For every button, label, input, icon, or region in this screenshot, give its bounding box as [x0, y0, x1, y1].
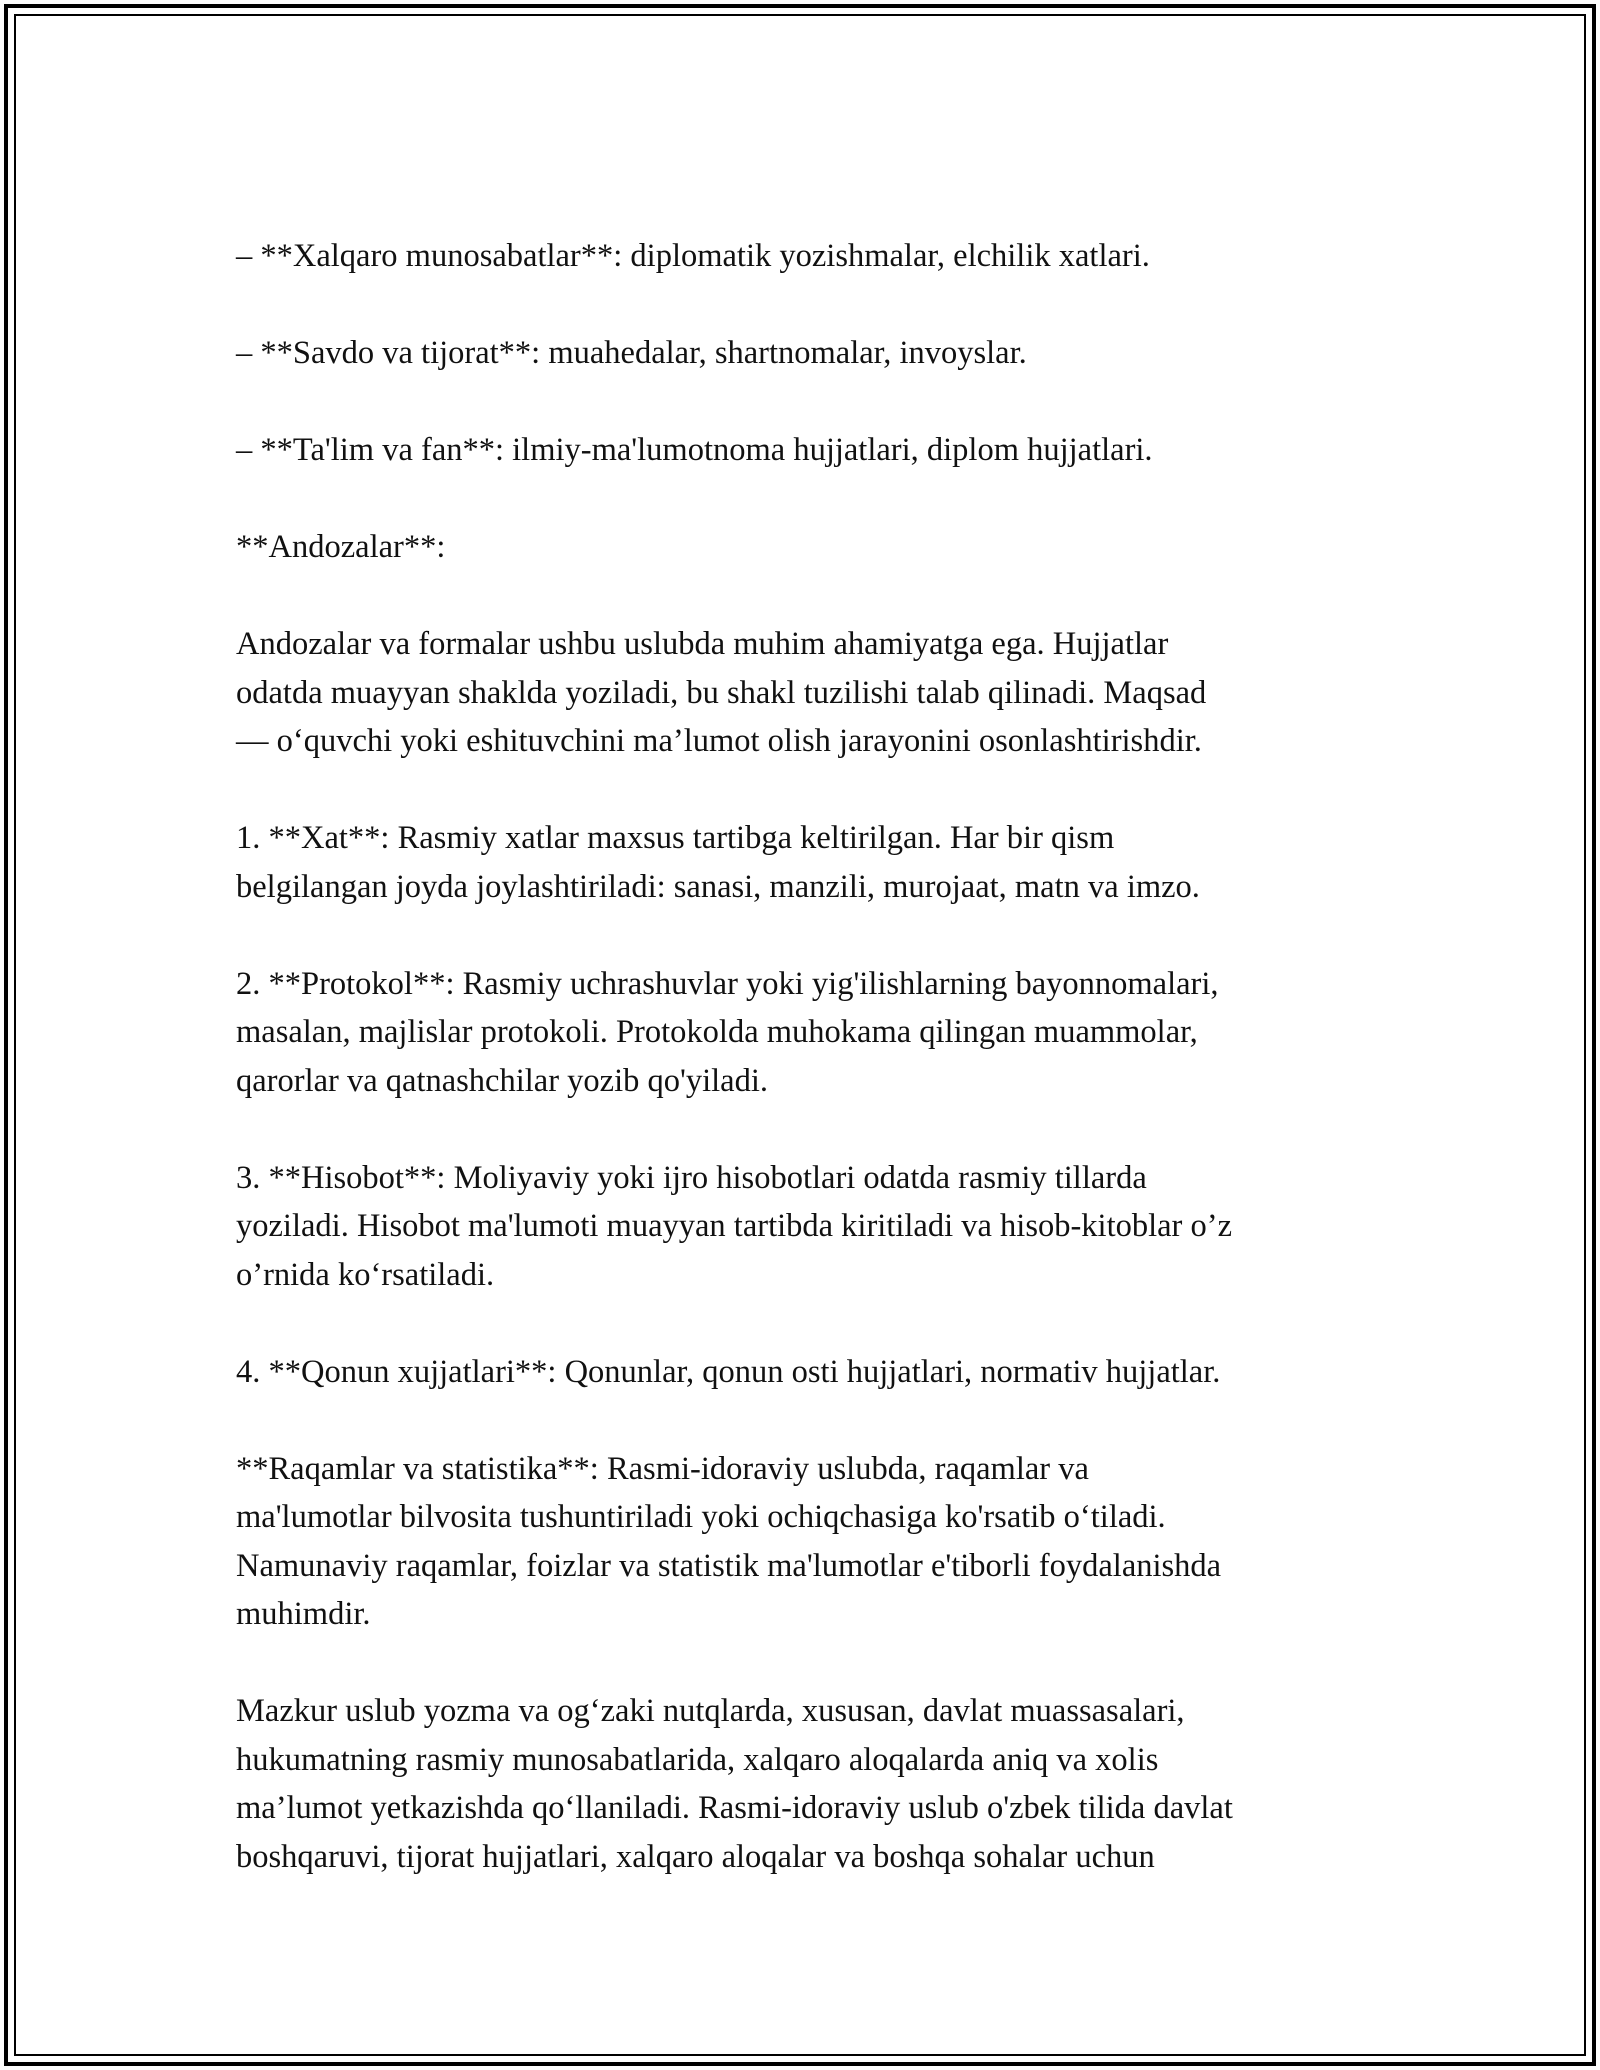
text-line: **Andozalar**: [236, 529, 446, 565]
document-body [236, 232, 1376, 1930]
list-item-protokol [236, 960, 1376, 1106]
text-line: odatda muayyan shaklda yoziladi, bu shakl tuzilishi talab qilinadi. Maqsad [236, 674, 1207, 711]
text-line: – **Xalqaro munosabatlar**: diplomatik yozishmalar, elchilik xatlari. [236, 238, 1150, 274]
text-line: belgilangan joyda joylashtiriladi: sanasi, manzili, murojaat, matn va imzo. [236, 868, 1200, 905]
text-line: muhimdir. [236, 1596, 371, 1632]
list-item-xat [236, 814, 1376, 911]
text-line: – **Savdo va tijorat**: muahedalar, shartnomalar, invoyslar. [236, 335, 1027, 371]
list-item-qonun [236, 1348, 1376, 1397]
text-line: **Raqamlar va statistika**: Rasmi-idoraviy uslubda, raqamlar va [236, 1450, 1089, 1487]
paragraph-savdo [236, 329, 1376, 378]
text-line: masalan, majlislar protokoli. Protokolda muhokama qilingan muammolar, [236, 1014, 1198, 1050]
paragraph-mazkur [236, 1687, 1376, 1881]
text-line: Namunaviy raqamlar, foizlar va statistik ma'lumotlar e'tiborli foydalanishda [236, 1547, 1222, 1584]
text-line: o’rnida ko‘rsatiladi. [236, 1256, 495, 1293]
text-line: boshqaruvi, tijorat hujjatlari, xalqaro aloqalar va boshqa sohalar uchun [236, 1838, 1155, 1875]
text-line: 2. **Protokol**: Rasmiy uchrashuvlar yoki yig'ilishlarning bayonnomalari, [236, 965, 1219, 1002]
text-line: — o‘quvchi yoki eshituvchini ma’lumot olish jarayonini osonlashtirishdir. [236, 723, 1202, 759]
paragraph-xalqaro [236, 232, 1376, 281]
text-line: yoziladi. Hisobot ma'lumoti muayyan tartibda kiritiladi va hisob-kitoblar o’z [236, 1208, 1232, 1244]
list-item-hisobot [236, 1154, 1376, 1300]
text-line: 4. **Qonun xujjatlari**: Qonunlar, qonun osti hujjatlari, normativ hujjatlar. [236, 1353, 1221, 1390]
text-line: 1. **Xat**: Rasmiy xatlar maxsus tartibga keltirilgan. Har bir qism [236, 820, 1115, 856]
text-line: qarorlar va qatnashchilar yozib qo'yiladi. [236, 1062, 768, 1099]
text-line: Andozalar va formalar ushbu uslubda muhim ahamiyatga ega. Hujjatlar [236, 626, 1169, 662]
text-line: – **Ta'lim va fan**: ilmiy-ma'lumotnoma hujjatlari, diplom hujjatlari. [236, 432, 1153, 468]
text-line: ma'lumotlar bilvosita tushuntiriladi yoki ochiqchasiga ko'rsatib o‘tiladi. [236, 1499, 1166, 1535]
text-line: 3. **Hisobot**: Moliyaviy yoki ijro hisobotlari odatda rasmiy tillarda [236, 1159, 1147, 1196]
paragraph-talim [236, 426, 1376, 475]
text-line: hukumatning rasmiy munosabatlarida, xalqaro aloqalarda aniq va xolis [236, 1741, 1159, 1778]
heading-andozalar [236, 523, 1376, 572]
text-line: ma’lumot yetkazishda qo‘llaniladi. Rasmi-idoraviy uslub o'zbek tilida davlat [236, 1790, 1233, 1826]
text-line: Mazkur uslub yozma va og‘zaki nutqlarda, xususan, davlat muassasalari, [236, 1693, 1185, 1729]
paragraph-raqamlar [236, 1445, 1376, 1639]
paragraph-andozalar [236, 620, 1376, 766]
